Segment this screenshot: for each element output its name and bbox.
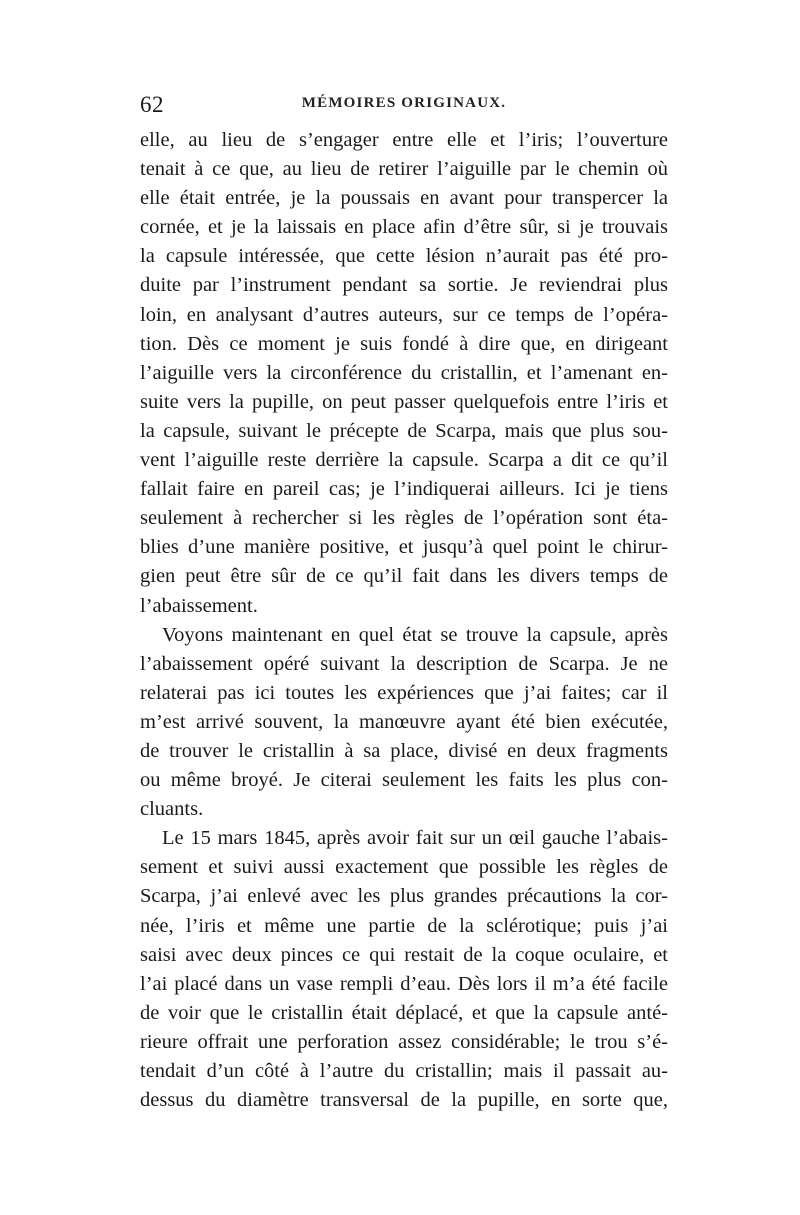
text-line: la capsule intéressée, que cette lésion n’aurait pas été pro-: [140, 245, 668, 268]
page-number: 62: [140, 92, 164, 117]
text-line: de trouver le cristallin à sa place, divisé en deux fragments: [140, 739, 668, 762]
text-line: tendait d’un côté à l’autre du cristallin; mais il passait au-: [140, 1060, 668, 1082]
text-line: Scarpa, j’ai enlevé avec les plus grandes précautions la cor-: [140, 885, 668, 908]
paragraph-start-line: Voyons maintenant en quel état se trouve la capsule, après: [162, 623, 668, 646]
text-line: fallait faire en pareil cas; je l’indiquerai ailleurs. Ici je tiens: [140, 478, 668, 501]
text-line: tion. Dès ce moment je suis fondé à dire que, en dirigeant: [140, 332, 668, 355]
body-text: [140, 126, 668, 1115]
running-head: [140, 92, 668, 126]
text-line: tenait à ce que, au lieu de retirer l’aiguille par le chemin où: [140, 158, 668, 181]
paragraph-start-line: Le 15 mars 1845, après avoir fait sur un œil gauche l’abais-: [162, 827, 668, 850]
text-line: blies d’une manière positive, et jusqu’à quel point le chirur-: [140, 536, 668, 559]
paragraph-end-line: cluants.: [140, 798, 204, 821]
text-line: sement et suivi aussi exactement que possible les règles de: [140, 856, 668, 879]
text-line: la capsule, suivant le précepte de Scarpa, mais que plus sou-: [140, 419, 668, 442]
text-line: de voir que le cristallin était déplacé, et que la capsule anté-: [140, 1001, 668, 1024]
text-line: l’ai placé dans un vase rempli d’eau. Dès lors il m’a été facile: [140, 972, 668, 995]
text-line: l’aiguille vers la circonférence du cristallin, et l’amenant en-: [140, 361, 668, 384]
text-line: elle, au lieu de s’engager entre elle et l’iris; l’ouverture: [140, 129, 668, 151]
text-line: cornée, et je la laissais en place afin d’être sûr, si je trouvais: [140, 216, 668, 239]
text-line: loin, en analysant d’autres auteurs, sur ce temps de l’opéra-: [140, 303, 668, 326]
paragraph-end-line: l’abaissement.: [140, 594, 258, 617]
running-title: MÉMOIRES ORIGINAUX.: [301, 95, 507, 111]
text-line: suite vers la pupille, on peut passer quelquefois entre l’iris et: [140, 390, 668, 413]
text-line: saisi avec deux pinces ce qui restait de la coque oculaire, et: [140, 943, 668, 966]
text-line: vent l’aiguille reste derrière la capsule. Scarpa a dit ce qu’il: [140, 449, 668, 472]
text-line: seulement à rechercher si les règles de l’opération sont éta-: [140, 507, 668, 530]
text-line: gien peut être sûr de ce qu’il fait dans les divers temps de: [140, 565, 668, 588]
text-line: rieure offrait une perforation assez considérable; le trou s’é-: [140, 1030, 668, 1053]
text-line: relaterai pas ici toutes les expériences que j’ai faites; car il: [140, 681, 668, 704]
text-line: m’est arrivé souvent, la manœuvre ayant été bien exécutée,: [140, 710, 668, 733]
text-line: ou même broyé. Je citerai seulement les faits les plus con-: [140, 769, 668, 792]
text-line: duite par l’instrument pendant sa sortie. Je reviendrai plus: [140, 274, 668, 297]
text-line: elle était entrée, je la poussais en avant pour transpercer la: [140, 187, 668, 210]
text-line: dessus du diamètre transversal de la pupille, en sorte que,: [140, 1089, 668, 1112]
text-line: née, l’iris et même une partie de la sclérotique; puis j’ai: [140, 914, 668, 937]
text-line: l’abaissement opéré suivant la description de Scarpa. Je ne: [140, 652, 668, 675]
